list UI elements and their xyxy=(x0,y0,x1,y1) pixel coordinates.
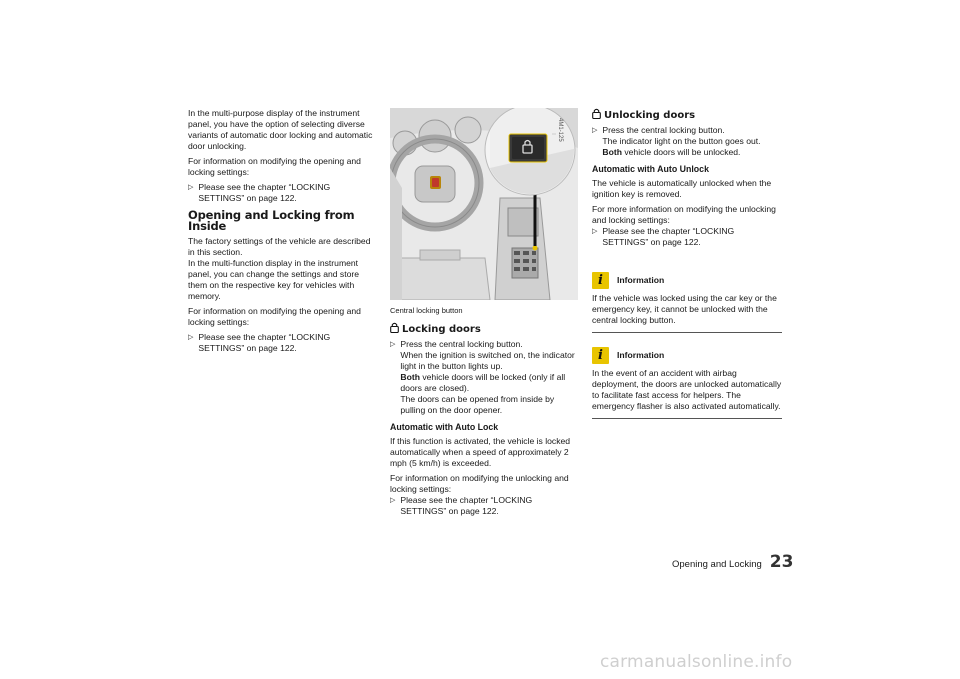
step-text: Press the central locking button. xyxy=(400,339,523,349)
dashboard-drawing xyxy=(390,108,578,300)
column-right xyxy=(592,108,782,419)
heading-text: Locking doors xyxy=(402,323,481,335)
auto-lock-paragraph-2: For information on modifying the unlocking and locking settings: xyxy=(390,473,569,494)
info-text: In the event of an accident with airbag deployment, the doors are unlocked automatically to facilitate fast access for helpers. The emergency flasher is also activated automatically. xyxy=(592,368,782,411)
info-icon: i xyxy=(592,272,609,289)
unlocking-doors-heading xyxy=(592,108,782,122)
dashboard-illustration xyxy=(390,108,578,300)
instruction-step xyxy=(390,495,580,517)
intro-paragraph-2: For information on modifying the opening and locking settings: xyxy=(188,156,361,177)
auto-lock-heading: Automatic with Auto Lock xyxy=(390,422,499,432)
step-text: Please see the chapter “LOCKING SETTINGS” on page 122. xyxy=(198,182,331,203)
keyword-both: Both xyxy=(400,372,420,382)
intro-paragraph-1: In the multi-purpose display of the instrument panel, you have the option of selecting diverse variants of automatic door locking and automatic door unlocking. xyxy=(188,108,373,151)
triangle-right-icon: ▷ xyxy=(592,127,598,134)
chapter-name: Opening and Locking xyxy=(672,559,762,570)
triangle-right-icon: ▷ xyxy=(188,334,194,341)
heading-text: Unlocking doors xyxy=(604,109,696,121)
step-detail: The doors can be opened from inside by pulling on the door opener. xyxy=(400,394,555,415)
page-footer xyxy=(672,552,793,572)
triangle-right-icon: ▷ xyxy=(188,184,194,191)
triangle-right-icon: ▷ xyxy=(390,497,396,504)
instruction-step xyxy=(592,226,782,248)
section-paragraph-3: For information on modifying the opening and locking settings: xyxy=(188,306,361,327)
padlock-icon xyxy=(390,322,399,336)
auto-unlock-paragraph-2: For more information on modifying the unlocking and locking settings: xyxy=(592,204,776,225)
info-title: Information xyxy=(617,350,665,360)
step-detail: vehicle doors will be unlocked. xyxy=(624,147,741,157)
step-detail: When the ignition is switched on, the indicator light in the button lights up. xyxy=(400,350,575,371)
column-left xyxy=(188,108,378,358)
information-box xyxy=(592,272,782,333)
triangle-right-icon: ▷ xyxy=(390,341,396,348)
triangle-right-icon: ▷ xyxy=(592,228,598,235)
locking-doors-heading xyxy=(390,322,580,336)
auto-unlock-paragraph-1: The vehicle is automatically unlocked when the ignition key is removed. xyxy=(592,178,772,199)
info-icon: i xyxy=(592,347,609,364)
section-title: Opening and Locking from Inside xyxy=(188,208,355,233)
info-title: Information xyxy=(617,275,665,285)
padlock-icon xyxy=(592,108,601,122)
step-text: Please see the chapter “LOCKING SETTINGS” on page 122. xyxy=(400,495,533,516)
figure-caption: Central locking button xyxy=(390,306,463,315)
instruction-step xyxy=(592,125,782,158)
step-detail: The indicator light on the button goes out. xyxy=(602,136,761,146)
watermark: carmanualsonline.info xyxy=(600,652,793,672)
step-text: Press the central locking button. xyxy=(602,125,725,135)
information-box xyxy=(592,347,782,419)
step-text: Please see the chapter “LOCKING SETTINGS” on page 122. xyxy=(198,332,331,353)
step-text: Please see the chapter “LOCKING SETTINGS” on page 122. xyxy=(602,226,735,247)
auto-unlock-heading: Automatic with Auto Unlock xyxy=(592,164,709,174)
column-middle xyxy=(390,305,580,521)
keyword-both: Both xyxy=(602,147,622,157)
step-detail: vehicle doors will be locked (only if all doors are closed). xyxy=(400,372,566,393)
instruction-step xyxy=(188,182,378,204)
auto-lock-paragraph-1: If this function is activated, the vehicle is locked automatically when a speed of approximately 2 mph (5 km/h) is exceeded. xyxy=(390,436,571,468)
page-number: 23 xyxy=(769,552,794,572)
instruction-step xyxy=(390,339,580,416)
info-text: If the vehicle was locked using the car key or the emergency key, it cannot be unlocked with the central locking button. xyxy=(592,293,777,325)
section-paragraph-2: In the multi-function display in the instrument panel, you can change the settings and store them on the respective key for vehicles with memory. xyxy=(188,258,360,301)
figure-code: 4M1-125 xyxy=(557,118,563,142)
section-paragraph-1: The factory settings of the vehicle are described in this section. xyxy=(188,236,371,257)
instruction-step xyxy=(188,332,378,354)
